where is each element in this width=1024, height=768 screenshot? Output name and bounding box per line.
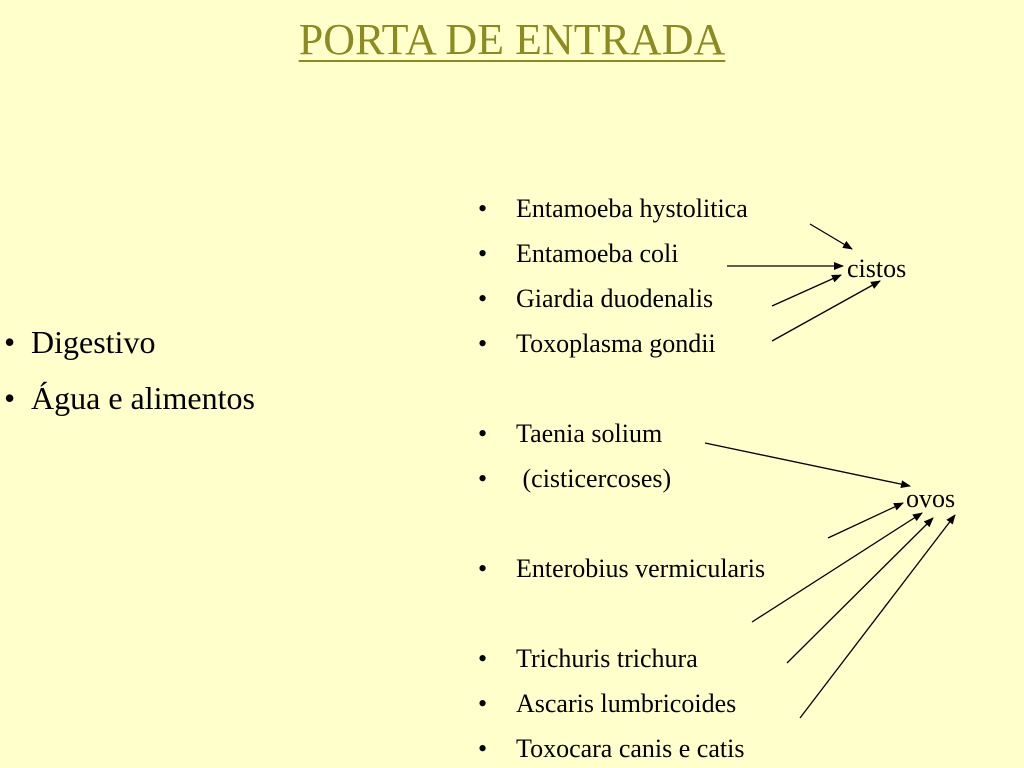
parasite-label: (cisticercoses) [516, 464, 672, 493]
parasite-label: Ascaris lumbricoides [516, 689, 737, 718]
arrow-enterobius-to-ovos [752, 513, 922, 622]
parasite-label: Enterobius vermicularis [516, 554, 766, 583]
arrow-taenia-to-ovos [705, 443, 910, 486]
parasite-label: Toxoplasma gondii [516, 329, 716, 358]
parasite-label: Entamoeba coli [516, 239, 679, 268]
bullet-icon: • [478, 644, 488, 673]
bullet-icon: • [478, 734, 488, 763]
arrow-toxoplasma-to-cistos [772, 281, 880, 341]
slide-title: PORTA DE ENTRADA [298, 15, 726, 64]
parasite-label: Toxocara canis e catis [516, 734, 745, 763]
arrow-hystolitica-to-cistos [810, 224, 852, 249]
parasite-label: Trichuris trichura [516, 644, 698, 673]
parasite-label: Entamoeba hystolitica [516, 194, 748, 223]
bullet-icon: • [478, 419, 488, 448]
arrow-giardia-to-cistos [772, 275, 841, 306]
parasite-label: Giardia duodenalis [516, 284, 714, 313]
left-item-label: Água e alimentos [31, 380, 255, 416]
bullet-icon: • [478, 239, 488, 268]
bullet-icon: • [478, 284, 488, 313]
bullet-icon: • [478, 194, 488, 223]
parasite-label: Taenia solium [516, 419, 663, 448]
bullet-icon: • [4, 380, 16, 416]
bullet-icon: • [478, 329, 488, 358]
cistos-label: cistos [847, 254, 907, 283]
ovos-label: ovos [906, 484, 956, 513]
arrow-ascaris-to-ovos [800, 515, 955, 718]
left-item-label: Digestivo [31, 324, 156, 360]
bullet-icon: • [478, 554, 488, 583]
bullet-icon: • [478, 464, 488, 493]
bullet-icon: • [478, 689, 488, 718]
bullet-icon: • [4, 324, 16, 360]
arrow-trichuris-to-ovos [787, 518, 933, 663]
